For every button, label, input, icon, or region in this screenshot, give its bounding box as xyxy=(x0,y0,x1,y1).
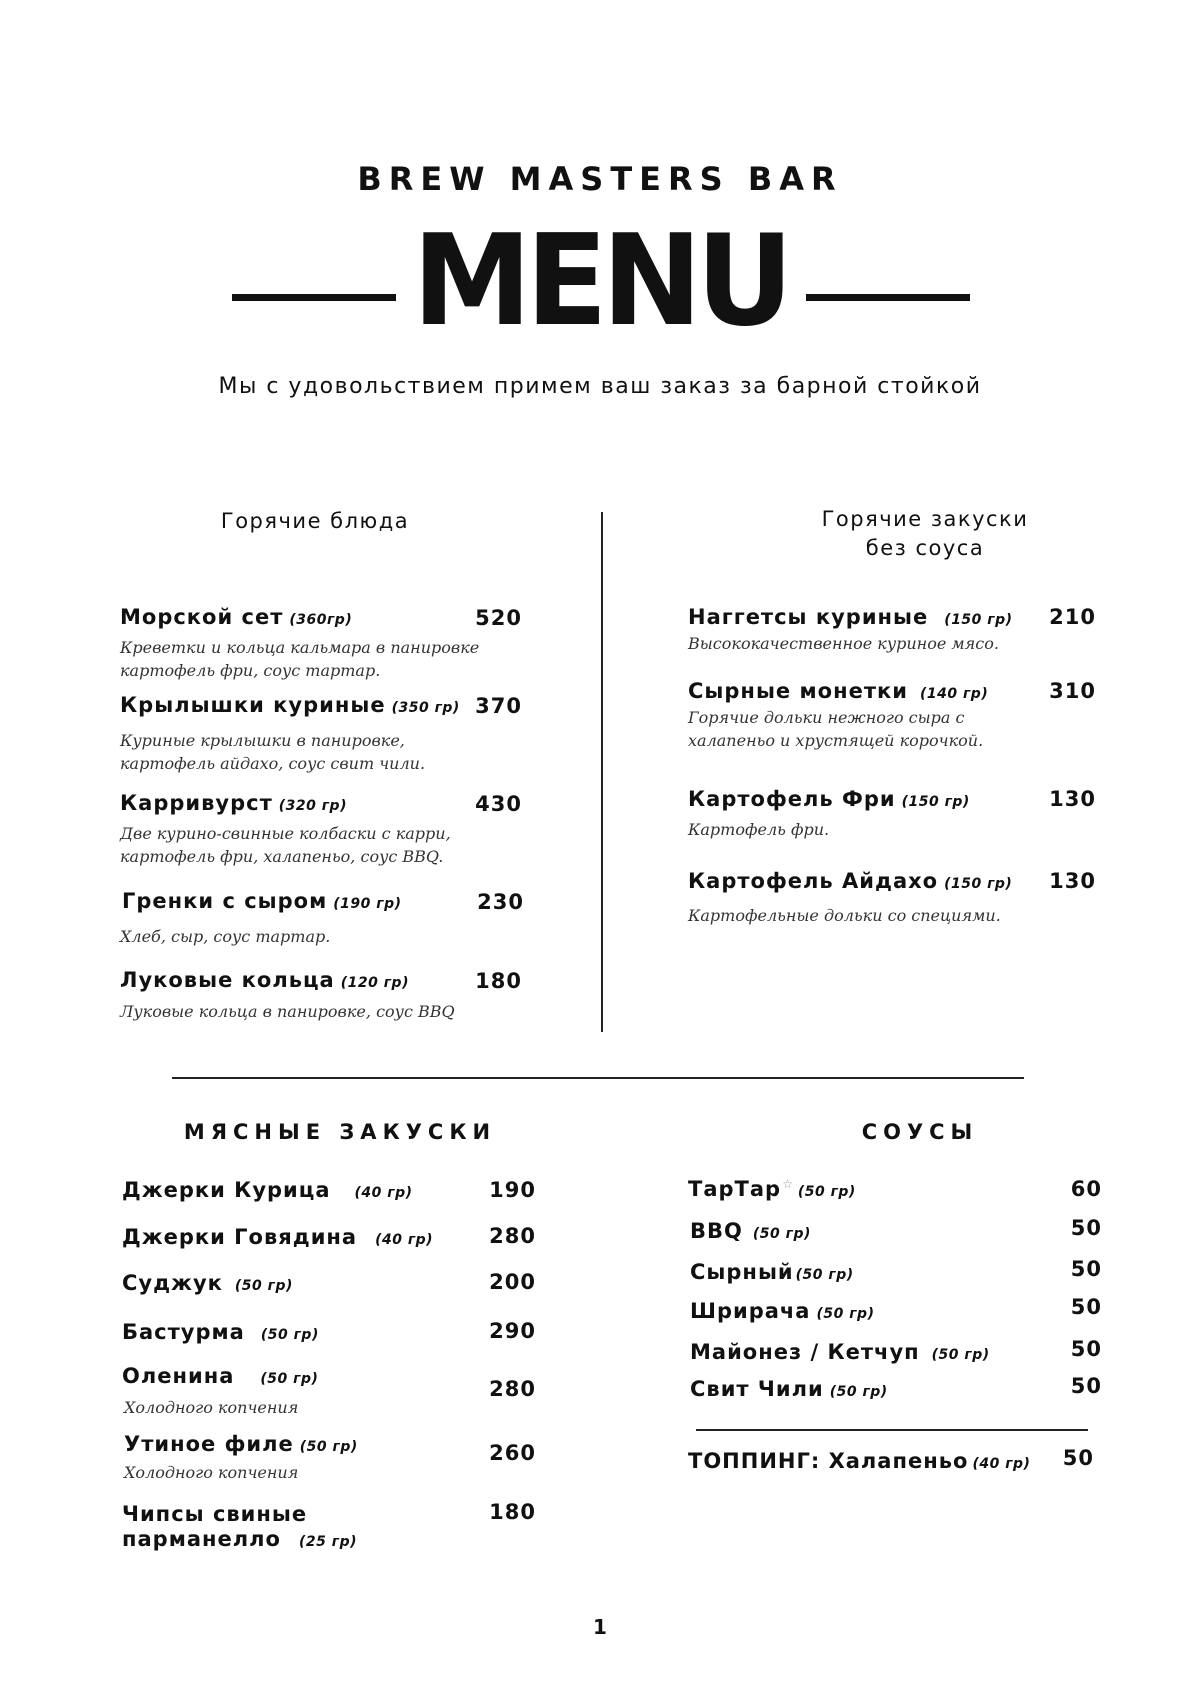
menu-item-price: 50 xyxy=(1070,1257,1102,1281)
section-heading-sauces: СОУСЫ xyxy=(861,1120,979,1144)
menu-item-price: 280 xyxy=(489,1377,536,1401)
menu-item-weight: (120 гр) xyxy=(340,975,409,991)
star-icon: ☆ xyxy=(782,1177,794,1191)
menu-item-name: Бастурма (50 гр) xyxy=(122,1320,319,1344)
menu-item-weight: (50 гр) xyxy=(260,1371,319,1387)
menu-item-price: 180 xyxy=(489,1500,536,1524)
menu-item-name: Майонез / Кетчуп (50 гр) xyxy=(690,1340,990,1364)
column-divider xyxy=(601,512,603,1032)
tagline: Мы с удовольствием примем ваш заказ за барной стойкой xyxy=(218,374,982,399)
menu-item-description: Картофель фри. xyxy=(688,820,830,839)
menu-item-price: 180 xyxy=(475,969,522,993)
menu-item-name: Оленина (50 гр) xyxy=(122,1364,319,1388)
menu-item-name: Луковые кольца (120 гр) xyxy=(120,968,409,992)
menu-item-description: Две курино-свинные колбаски с карри, картофель фри, халапеньо, соус BBQ. xyxy=(120,824,451,866)
menu-item-price: 130 xyxy=(1049,869,1096,893)
menu-item-name: Свит Чили (50 гр) xyxy=(690,1377,888,1401)
section-heading-hot-snacks-line1: Горячие закуски xyxy=(821,507,1029,531)
sauces-divider xyxy=(696,1429,1088,1431)
menu-item-weight: (50 гр) xyxy=(931,1347,990,1363)
menu-item-weight: (150 гр) xyxy=(944,876,1013,892)
menu-item-name: ТарТар☆ (50 гр) xyxy=(688,1177,856,1201)
menu-item-weight: (40 гр) xyxy=(354,1185,413,1201)
menu-item-name: Крылышки куриные (350 гр) xyxy=(120,693,460,717)
menu-item-weight: (50 гр) xyxy=(299,1439,358,1455)
section-heading-meat-snacks: МЯСНЫЕ ЗАКУСКИ xyxy=(183,1120,497,1144)
menu-item-name: BBQ (50 гр) xyxy=(690,1219,811,1243)
menu-item-price: 130 xyxy=(1049,787,1096,811)
menu-item-name: Суджук (50 гр) xyxy=(122,1271,293,1295)
section-heading-hot-dishes: Горячие блюда xyxy=(220,509,410,533)
menu-item-price: 50 xyxy=(1070,1295,1102,1319)
menu-item-price: 280 xyxy=(489,1224,536,1248)
menu-item-name: Джерки Говядина (40 гр) xyxy=(122,1225,434,1249)
menu-item-price: 430 xyxy=(475,792,522,816)
menu-item-weight: (50 гр) xyxy=(797,1184,856,1200)
menu-item-weight: (50 гр) xyxy=(260,1327,319,1343)
topping-weight: (40 гр) xyxy=(972,1456,1031,1472)
menu-item-price: 190 xyxy=(489,1178,536,1202)
menu-item-price: 50 xyxy=(1070,1337,1102,1361)
topping-price: 50 xyxy=(1062,1446,1094,1470)
menu-item-price: 520 xyxy=(475,606,522,630)
menu-item-price: 370 xyxy=(475,694,522,718)
menu-item-weight: (360гр) xyxy=(289,612,353,628)
brand-name: BREW MASTERS BAR xyxy=(357,160,843,198)
menu-item-description: Луковые кольца в панировке, соус BBQ xyxy=(120,1002,455,1021)
section-heading-hot-snacks-line2: без соуса xyxy=(865,536,985,560)
title-rule-right xyxy=(806,294,970,301)
menu-item-weight: (150 гр) xyxy=(944,612,1013,628)
menu-item-description: Картофельные дольки со специями. xyxy=(688,906,1001,925)
menu-item-weight: (25 гр) xyxy=(299,1534,357,1550)
menu-item-name: Сырный (50 гр) xyxy=(690,1260,854,1284)
menu-item-name: Чипсы свиные xyxy=(122,1502,308,1526)
menu-item-weight: (50 гр) xyxy=(234,1278,293,1294)
menu-item-price: 50 xyxy=(1070,1374,1102,1398)
menu-item-weight: (320 гр) xyxy=(278,798,347,814)
menu-item-weight: (140 гр) xyxy=(919,686,989,702)
page-title: MENU xyxy=(412,208,788,355)
menu-item-price: 200 xyxy=(489,1270,536,1294)
menu-item-weight: (50 гр) xyxy=(816,1306,875,1322)
menu-item-price: 230 xyxy=(477,890,524,914)
menu-item-name: Гренки с сыром (190 гр) xyxy=(122,889,402,913)
menu-item-name-line2: парманелло (25 гр) xyxy=(122,1527,357,1551)
menu-item-description: Хлеб, сыр, соус тартар. xyxy=(120,927,331,946)
menu-item-name: Морской сет (360гр) xyxy=(120,605,353,629)
menu-item-weight: (350 гр) xyxy=(391,700,460,716)
menu-item-name: Наггетсы куриные (150 гр) xyxy=(688,605,1013,629)
menu-item-name: Сырные монетки (140 гр) xyxy=(688,679,989,703)
section-divider xyxy=(172,1077,1024,1079)
menu-item-price: 50 xyxy=(1070,1216,1102,1240)
page-number: 1 xyxy=(593,1615,607,1639)
topping-name: ТОППИНГ: Халапеньо (40 гр) xyxy=(688,1449,1031,1473)
menu-item-name: Картофель Фри (150 гр) xyxy=(688,787,970,811)
menu-item-price: 210 xyxy=(1049,605,1096,629)
menu-item-description: Горячие дольки нежного сыра с халапеньо и хрустящей корочкой. xyxy=(688,708,984,750)
menu-item-weight: (40 гр) xyxy=(375,1232,434,1248)
menu-item-price: 60 xyxy=(1070,1177,1102,1201)
menu-item-description: Холодного копчения xyxy=(124,1398,299,1417)
menu-item-weight: (50 гр) xyxy=(795,1267,854,1283)
menu-item-description: Креветки и кольца кальмара в панировке картофель фри, соус тартар. xyxy=(120,638,480,680)
menu-item-description: Высококачественное куриное мясо. xyxy=(688,634,999,653)
menu-item-name: Шрирача (50 гр) xyxy=(690,1299,875,1323)
menu-item-description: Куриные крылышки в панировке, картофель айдахо, соус свит чили. xyxy=(120,731,426,773)
menu-item-name: Картофель Айдахо (150 гр) xyxy=(688,869,1013,893)
menu-item-name: Утиное филе (50 гр) xyxy=(124,1432,358,1456)
menu-item-weight: (150 гр) xyxy=(901,794,970,810)
menu-item-weight: (190 гр) xyxy=(333,896,402,912)
section-heading-hot-snacks xyxy=(700,505,1150,563)
menu-item-weight: (50 гр) xyxy=(829,1384,888,1400)
menu-item-name: Джерки Курица (40 гр) xyxy=(122,1178,413,1202)
menu-item-name: Карривурст (320 гр) xyxy=(120,791,347,815)
menu-item-weight: (50 гр) xyxy=(752,1226,811,1242)
menu-item-price: 260 xyxy=(489,1441,536,1465)
menu-item-description: Холодного копчения xyxy=(124,1463,299,1482)
menu-item-price: 290 xyxy=(489,1319,536,1343)
menu-item-price: 310 xyxy=(1049,679,1096,703)
